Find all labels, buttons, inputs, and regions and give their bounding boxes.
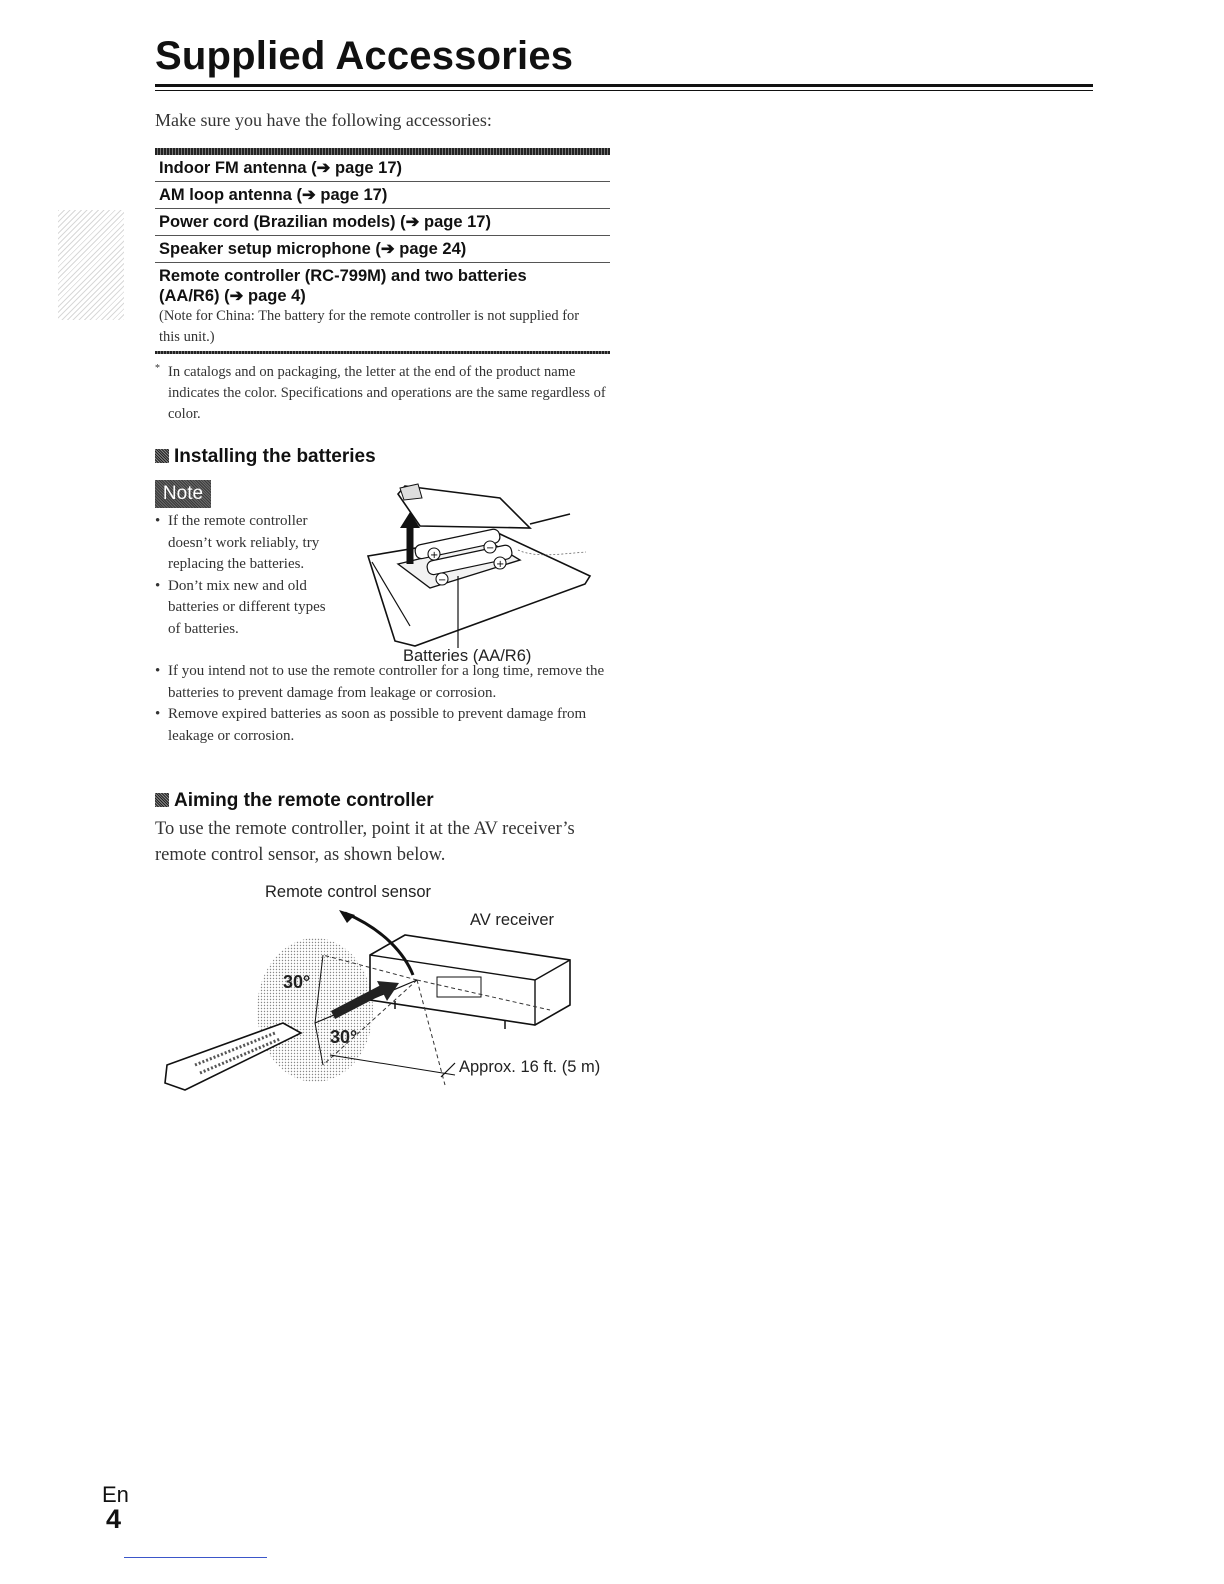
accessory-row xyxy=(155,263,610,351)
footnote-mark: * xyxy=(155,363,160,374)
page-language: En xyxy=(102,1482,129,1507)
svg-text:+: + xyxy=(430,550,439,561)
accessory-label: AM loop antenna (➔ page 17) xyxy=(159,186,388,204)
svg-text:−: − xyxy=(486,543,495,554)
section-square-icon xyxy=(155,449,169,463)
battery-bullets-narrow xyxy=(155,511,335,640)
svg-text:+: + xyxy=(496,559,505,570)
title-rule-thin xyxy=(155,90,1093,91)
aiming-illustration xyxy=(155,905,585,1105)
footnote-text: In catalogs and on packaging, the letter at the end of the product name indicates the color. Specifications and operations are the same regardless of color. xyxy=(168,364,606,422)
battery-bullet: • If you intend not to use the remote controller for a long time, remove the batteries to prevent damage from leakage or corrosion. xyxy=(155,661,613,704)
aiming-heading xyxy=(155,790,434,812)
intro-text: Make sure you have the following accessories: xyxy=(155,110,492,130)
accessory-row xyxy=(155,182,610,209)
angle-top-label: 30° xyxy=(283,972,311,992)
page-number: 4 xyxy=(106,1504,122,1534)
sensor-label: Remote control sensor xyxy=(265,883,431,901)
accessory-label: Power cord (Brazilian models) (➔ page 17) xyxy=(159,213,491,231)
svg-text:−: − xyxy=(438,575,447,586)
accessory-label: Speaker setup microphone (➔ page 24) xyxy=(159,240,467,258)
title-rule xyxy=(155,84,1093,87)
table-bottom-rule xyxy=(155,351,610,354)
side-hatch-pattern xyxy=(58,210,124,320)
accessory-label: Indoor FM antenna (➔ page 17) xyxy=(159,159,403,177)
page-title: Supplied Accessories xyxy=(155,34,574,78)
accessory-label: Remote controller (RC-799M) and two batteries (AA/R6) (➔ page 4) xyxy=(159,267,527,305)
footnote xyxy=(155,362,615,425)
batteries-figure-label: Batteries (AA/R6) xyxy=(403,647,532,665)
note-badge: Note xyxy=(155,480,211,508)
accessory-row xyxy=(155,155,610,182)
section-square-icon xyxy=(155,793,169,807)
battery-bullet: • If the remote controller doesn’t work reliably, try replacing the batteries. xyxy=(155,511,333,576)
battery-bullet: • Don’t mix new and old batteries or different types of batteries. xyxy=(155,576,328,641)
batteries-heading-text: Installing the batteries xyxy=(174,446,376,467)
aiming-heading-text: Aiming the remote controller xyxy=(174,790,434,811)
receiver-label: AV receiver xyxy=(470,911,555,929)
table-top-rule xyxy=(155,148,610,155)
bottom-link-rule xyxy=(124,1557,267,1558)
accessories-table xyxy=(155,148,610,354)
battery-install-illustration xyxy=(350,476,600,656)
battery-bullets-wide xyxy=(155,661,615,747)
accessory-row xyxy=(155,236,610,263)
battery-bullet: • Remove expired batteries as soon as possible to prevent damage from leakage or corrosion. xyxy=(155,704,613,747)
accessory-note: (Note for China: The battery for the remote controller is not supplied for this unit.) xyxy=(159,308,580,345)
aiming-body: To use the remote controller, point it at the AV receiver’s remote control sensor, as shown below. xyxy=(155,819,575,865)
distance-label: Approx. 16 ft. (5 m) xyxy=(459,1058,601,1076)
accessory-row xyxy=(155,209,610,236)
angle-bottom-label: 30° xyxy=(330,1027,358,1047)
batteries-heading xyxy=(155,446,376,468)
